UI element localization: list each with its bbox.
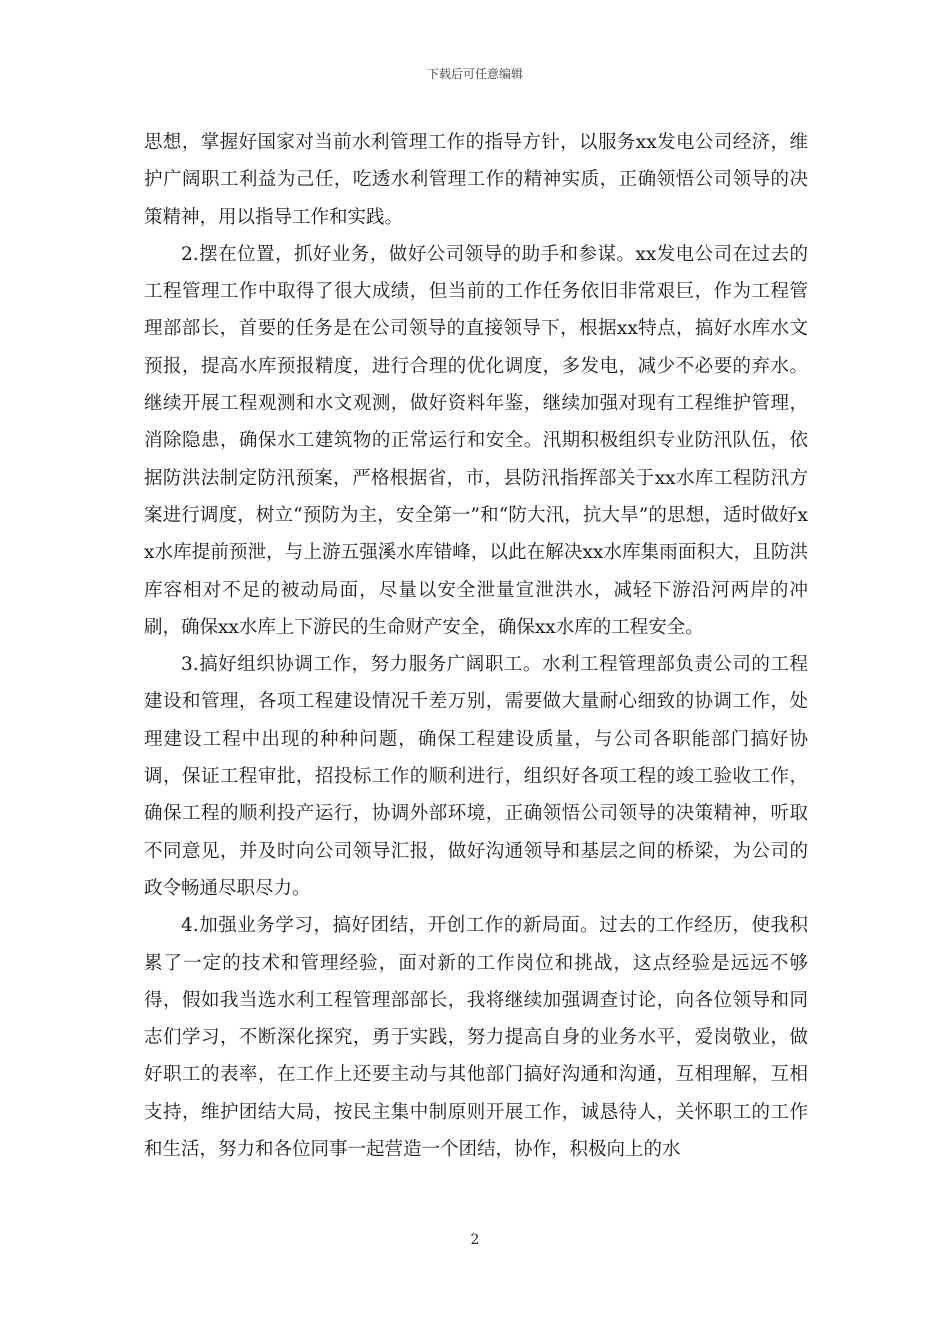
paragraph-2: 2.摆在位置，抓好业务，做好公司领导的助手和参谋。xx发电公司在过去的工程管理工作中取得了很大成绩，但当前的工作任务依旧非常艰巨，作为工程管理部部长，首要的任务是在公司领导的直接领导下，根据xx特点，搞好水库水文预报，提高水库预报精度，进行合理的优化调度，多发电，减少不必要的弃水。继续开展工程观测和水文观测，做好资料年鉴，继续加强对现有工程维护管理，消除隐患，确保水工建筑物的正常运行和安全。汛期积极组织专业防汛队伍，依据防洪法制定防汛预案，严格根据省，市，县防汛指挥部关于xx水库工程防汛方案进行调度，树立“预防为主，安全第一”和“防大汛，抗大旱”的思想，适时做好xx水库提前预泄，与上游五强溪水库错峰，以此在解决xx水库集雨面积大，且防洪库容相对不足的被动局面，尽量以安全泄量宣泄洪水，减轻下游沿河两岸的冲刷，确保xx水库上下游民的生命财产安全，确保xx水库的工程安全。 — [144, 243, 808, 638]
page-number: 2 — [470, 1232, 480, 1248]
paragraph-1: 思想，掌握好国家对当前水利管理工作的指导方针，以服务xx发电公司经济，维护广阔职工利益为己任，吃透水利管理工作的精神实质，正确领悟公司领导的决策精神，用以指导工作和实践。 — [144, 132, 808, 228]
page-header: 下载后可任意编辑 — [426, 67, 523, 81]
document-body — [144, 124, 808, 1168]
paragraph-3: 3.搞好组织协调工作，努力服务广阔职工。水利工程管理部负责公司的工程建设和管理，各项工程建设情况千差万别，需要做大量耐心细致的协调工作，处理建设工程中出现的种种问题，确保工程建设质量，与公司各职能部门搞好协调，保证工程审批，招投标工作的顺利进行，组织好各项工程的竣工验收工作，确保工程的顺利投产运行，协调外部环境，正确领悟公司领导的决策精神，听取不同意见，并及时向公司领导汇报，做好沟通领导和基层之间的桥梁，为公司的政令畅通尽职尽力。 — [144, 654, 808, 899]
paragraph-4: 4.加强业务学习，搞好团结，开创工作的新局面。过去的工作经历，使我积累了一定的技术和管理经验，面对新的工作岗位和挑战，这点经验是远远不够得，假如我当选水利工程管理部部长，我将继续加强调查讨论，向各位领导和同志们学习，不断深化探究，勇于实践，努力提高自身的业务水平，爱岗敬业，做好职工的表率，在工作上还要主动与其他部门搞好沟通和沟通，互相理解，互相支持，维护团结大局，按民主集中制原则开展工作，诚恳待人，关怀职工的工作和生活，努力和各位同事一起营造一个团结，协作，积极向上的水 — [144, 915, 808, 1161]
